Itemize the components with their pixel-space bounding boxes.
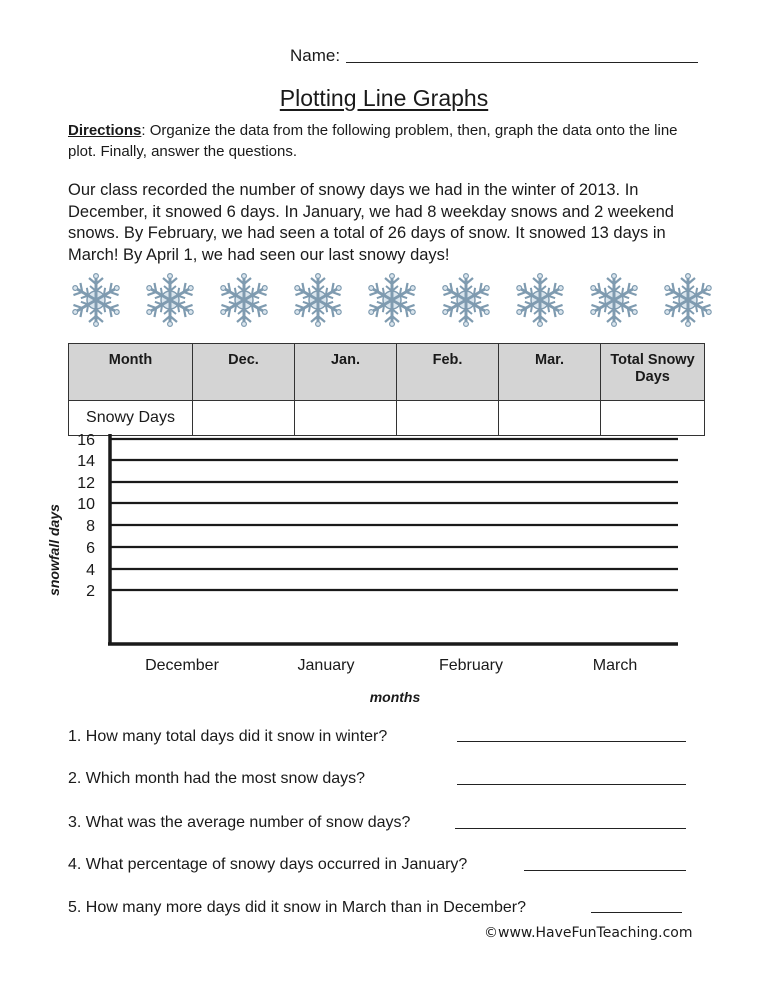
snowflake-icon — [68, 272, 124, 328]
answer-line-1[interactable] — [457, 741, 686, 742]
table-row-label: Snowy Days — [69, 401, 193, 436]
table-header-cell: Total Snowy Days — [601, 344, 705, 401]
y-tick-label: 2 — [86, 583, 95, 600]
y-tick-label: 4 — [86, 562, 95, 579]
directions-block — [68, 120, 708, 162]
y-tick-label: 8 — [86, 518, 95, 535]
table-header-cell: Dec. — [193, 344, 295, 401]
name-field-row — [290, 46, 698, 66]
table-header-cell: Feb. — [397, 344, 499, 401]
line-graph[interactable] — [0, 420, 768, 720]
question-3: 3. What was the average number of snow days? — [68, 814, 411, 831]
snowflake-icon — [512, 272, 568, 328]
table-header-row — [69, 344, 705, 401]
y-tick-label: 6 — [86, 540, 95, 557]
worksheet-title: Plotting Line Graphs — [279, 85, 489, 111]
question-1: 1. How many total days did it snow in winter? — [68, 728, 388, 745]
name-label: Name: — [290, 46, 341, 65]
snowflake-row — [68, 272, 708, 328]
problem-text: Our class recorded the number of snowy days we had in the winter of 2013. In December, it snowed 6 days. In January, we had 8 weekday snows and 2 weekend snows. By February, we had seen a total of 26 days of snow. It snowed 13 days in March! By April 1, we had seen our last snowy days! — [68, 181, 674, 264]
question-5: 5. How many more days did it snow in March than in December? — [68, 899, 526, 916]
table-header-cell: Mar. — [499, 344, 601, 401]
x-tick-label: March — [592, 657, 638, 674]
directions-text: : Organize the data from the following problem, then, graph the data onto the line plot. Finally, answer the questions. — [68, 122, 678, 160]
y-tick-label: 14 — [77, 453, 95, 470]
snowflake-icon — [438, 272, 494, 328]
snowflake-icon — [290, 272, 346, 328]
answer-line-2[interactable] — [457, 784, 686, 785]
y-axis-title: snowfall days — [46, 504, 62, 596]
question-4: 4. What percentage of snowy days occurred in January? — [68, 856, 468, 873]
y-tick-label: 12 — [77, 475, 95, 492]
name-blank-line[interactable] — [346, 48, 698, 63]
snowflake-icon — [216, 272, 272, 328]
snowflake-icon — [364, 272, 420, 328]
y-tick-label: 16 — [77, 432, 95, 449]
snowflake-icon — [660, 272, 716, 328]
answer-line-3[interactable] — [455, 828, 686, 829]
question-2: 2. Which month had the most snow days? — [68, 770, 366, 787]
table-header-cell: Month — [69, 344, 193, 401]
x-tick-label: December — [145, 657, 219, 674]
directions-label: Directions — [68, 122, 142, 139]
table-header-cell: Jan. — [295, 344, 397, 401]
x-tick-label: January — [297, 657, 355, 674]
copyright-text: ©www.HaveFunTeaching.com — [484, 925, 693, 941]
answer-line-4[interactable] — [524, 870, 686, 871]
snowflake-icon — [586, 272, 642, 328]
y-tick-label: 10 — [77, 496, 95, 513]
x-tick-label: February — [438, 657, 504, 674]
x-axis-title: months — [369, 689, 421, 705]
snowflake-icon — [142, 272, 198, 328]
answer-line-5[interactable] — [591, 912, 682, 913]
